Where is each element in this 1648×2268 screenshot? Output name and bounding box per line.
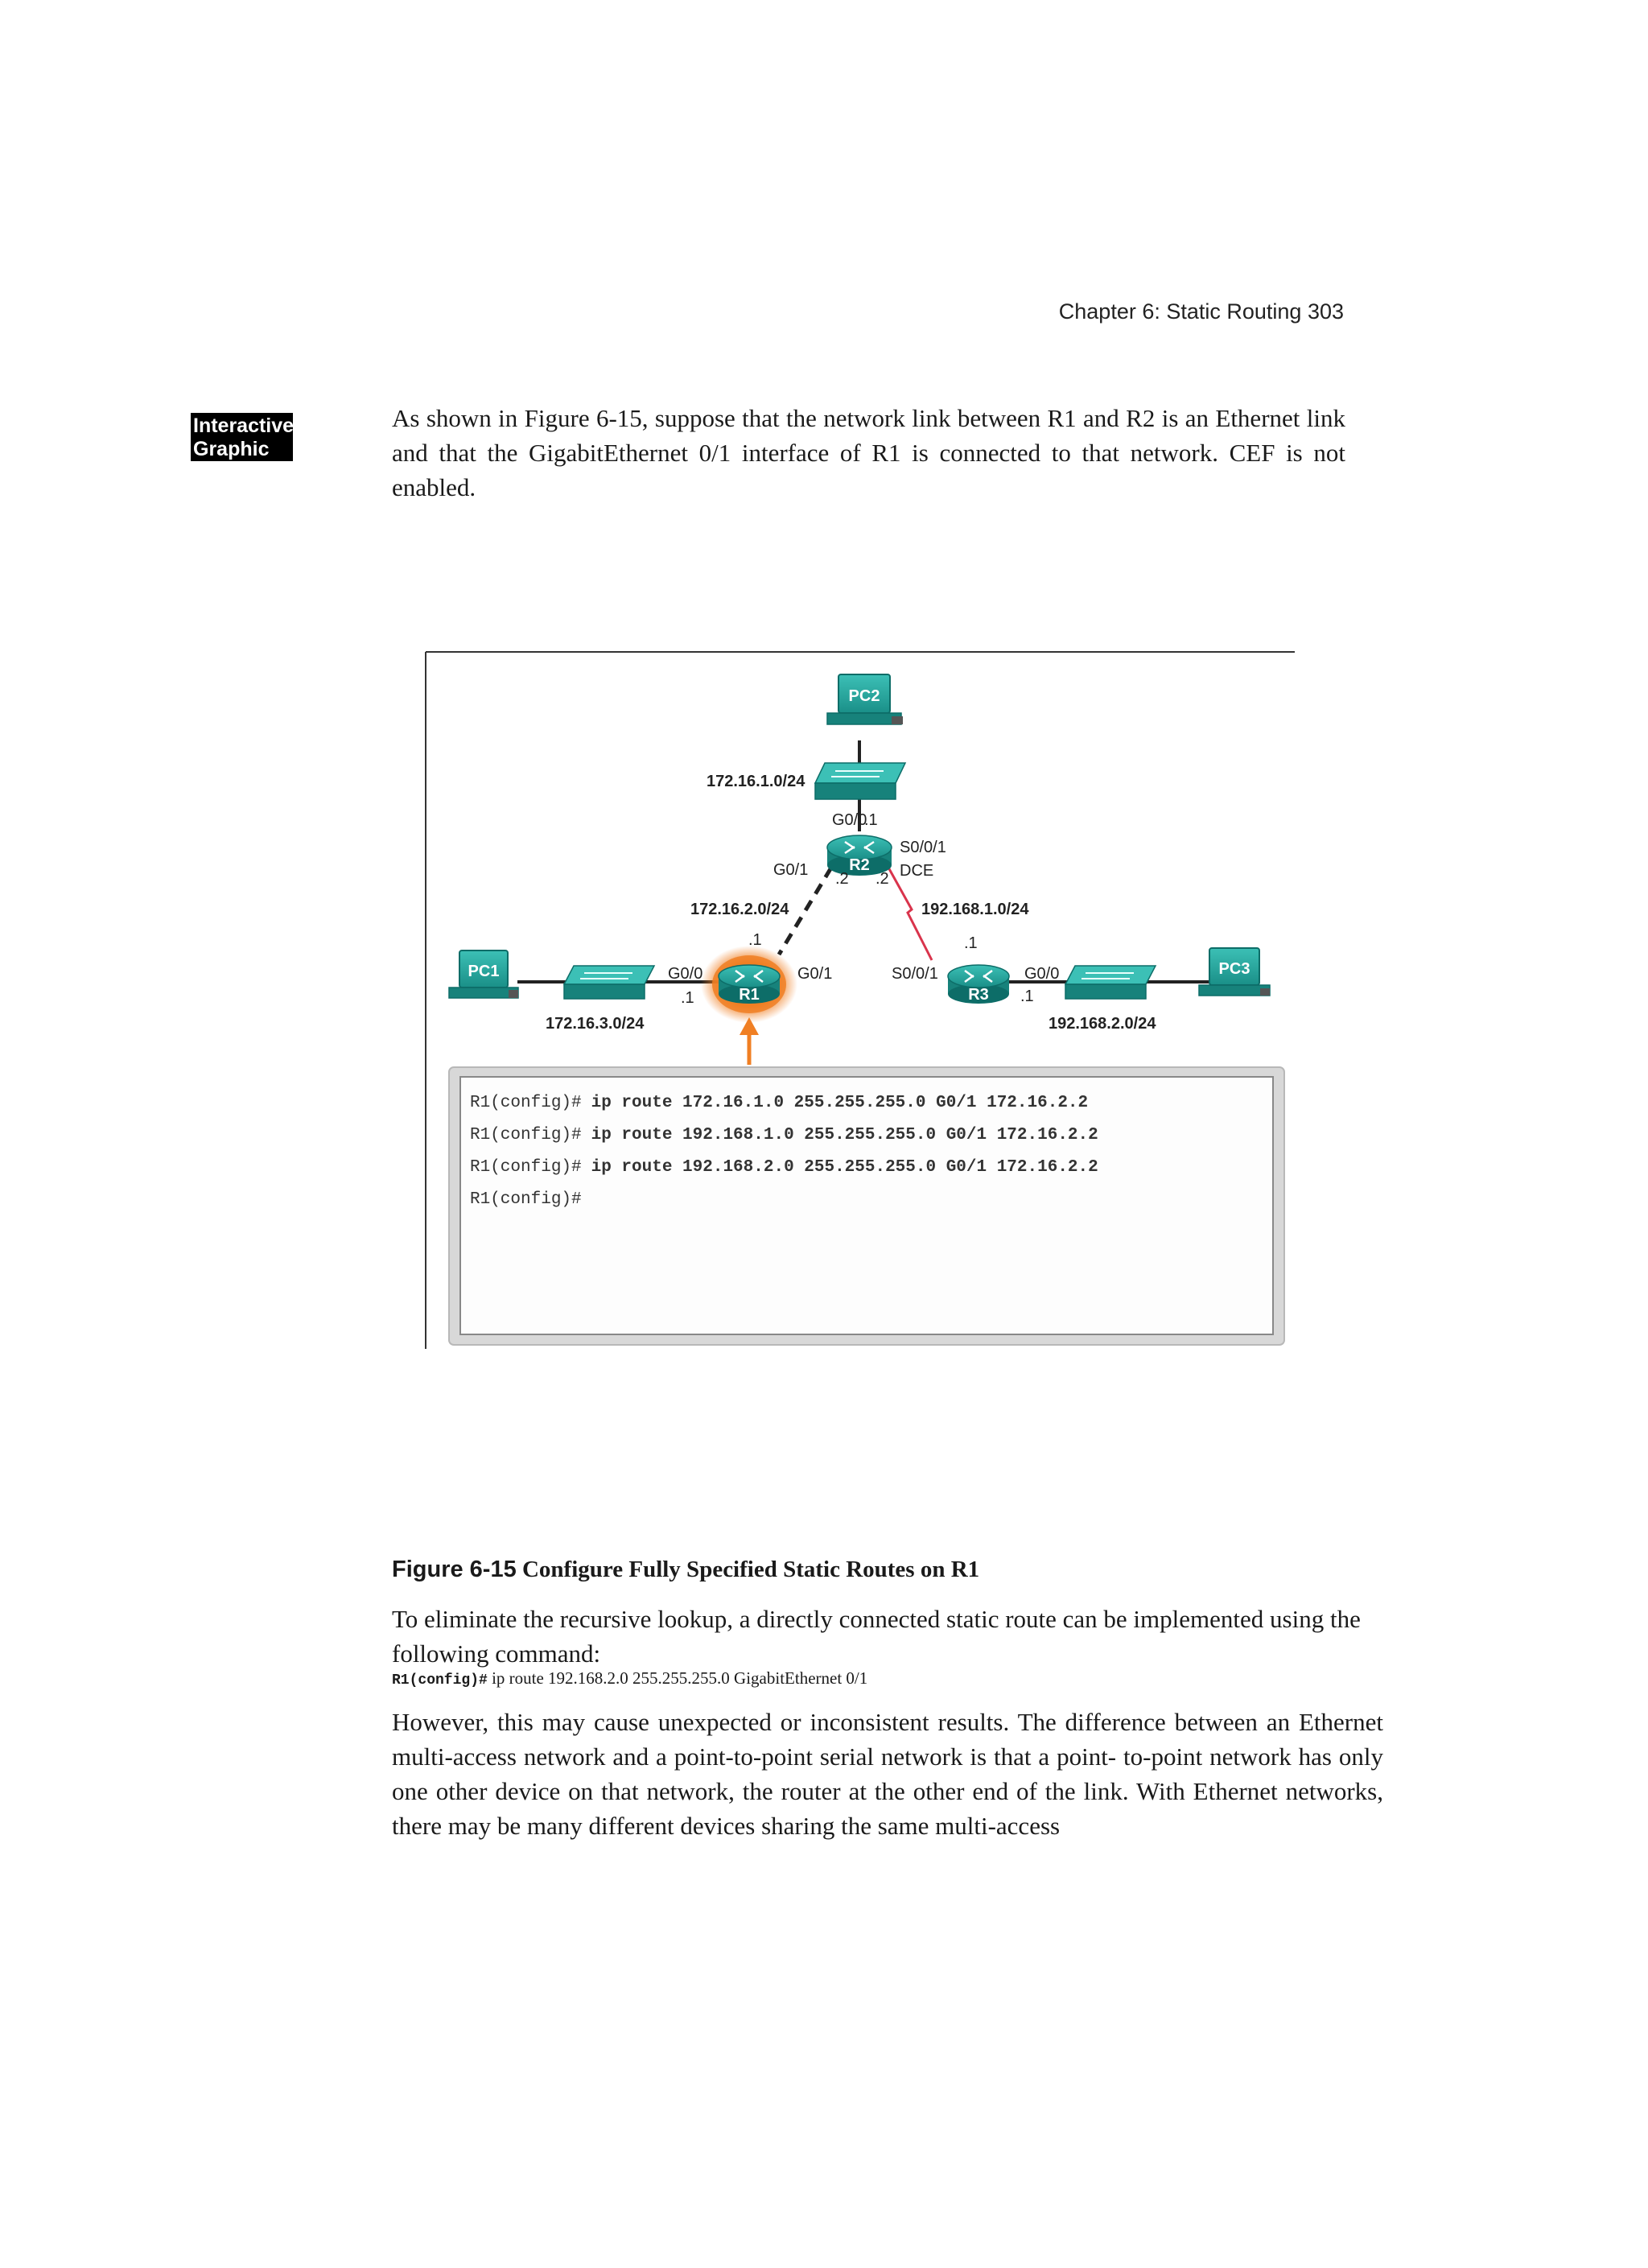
pc3-label: PC3	[1218, 960, 1250, 978]
interactive-graphic-badge[interactable]	[191, 413, 293, 461]
running-head: Chapter 6: Static Routing 303	[1058, 299, 1344, 324]
switch-pc1-icon	[564, 966, 654, 999]
r2-s001-ip-label: .2	[876, 870, 889, 888]
r2-g01-ip-label: .2	[835, 870, 849, 888]
r2-label: R2	[849, 856, 870, 874]
r3-g00-ip-label: .1	[1020, 988, 1034, 1005]
figure-caption-title: Configure Fully Specified Static Routes on R1	[521, 1557, 980, 1582]
r2-s001-label: S0/0/1	[900, 839, 946, 856]
badge-line-1: Interactive	[193, 414, 295, 437]
switch-pc2-icon	[815, 763, 905, 799]
r1-label: R1	[739, 986, 760, 1004]
pc2-label: PC2	[848, 687, 880, 705]
network-label-r1-r2: 172.16.2.0/24	[690, 901, 789, 918]
command-example	[392, 1668, 867, 1689]
r1-g01-label: G0/1	[797, 965, 833, 983]
r2-g00-ip-label: .1	[864, 811, 878, 829]
r3-s001-ip-label: .1	[964, 934, 978, 952]
pc3-icon[interactable]	[1199, 948, 1270, 996]
pc1-icon[interactable]	[449, 950, 518, 998]
console-line-4: R1(config)#	[470, 1190, 582, 1209]
router-r3-icon[interactable]	[948, 965, 1009, 1004]
command-text: ip route 192.168.2.0 255.255.255.0 GigabitEthernet 0/1	[492, 1668, 868, 1688]
r3-g00-label: G0/0	[1024, 965, 1060, 983]
network-topology-figure[interactable]	[425, 650, 1296, 1350]
network-label-pc1: 172.16.3.0/24	[546, 1015, 645, 1033]
r3-label: R3	[968, 986, 989, 1004]
command-prompt: R1(config)#	[392, 1672, 488, 1689]
r2-dce-label: DCE	[900, 862, 934, 880]
network-label-pc3: 192.168.2.0/24	[1049, 1015, 1156, 1033]
r1-g01-ip-label: .1	[748, 931, 762, 949]
figure-caption-label: Figure 6-15	[392, 1557, 517, 1582]
console-line-2: R1(config)# ip route 192.168.1.0 255.255.255.0 G0/1 172.16.2.2	[470, 1126, 1098, 1144]
r3-s001-label: S0/0/1	[892, 965, 938, 983]
r2-g00-label: G0/0	[832, 811, 867, 829]
figure-caption	[392, 1557, 1438, 1583]
console-window[interactable]	[449, 1067, 1284, 1345]
r1-g00-ip-label: .1	[681, 989, 694, 1007]
r1-highlight-arrow	[740, 1017, 759, 1065]
r2-g01-label: G0/1	[773, 861, 809, 879]
r1-g00-label: G0/0	[668, 965, 703, 983]
switch-pc3-icon	[1065, 966, 1156, 999]
paragraph-ethernet-difference: However, this may cause unexpected or inconsistent results. The difference between an Ethernet multi-access network and a point-to-point serial network is that a point- to-point network has only one other device on that network, the router at the other end of the link. With Ethernet networks, there may be many different devices sharing the same multi-access	[392, 1708, 1383, 1840]
intro-paragraph: As shown in Figure 6-15, suppose that the network link between R1 and R2 is an Ethernet link and that the GigabitEthernet 0/1 interface of R1 is connected to that network. CEF is not enabled.	[392, 404, 1345, 501]
badge-line-2: Graphic	[193, 438, 270, 460]
pc2-icon[interactable]	[827, 674, 903, 724]
console-line-3: R1(config)# ip route 192.168.2.0 255.255.255.0 G0/1 172.16.2.2	[470, 1158, 1098, 1177]
router-r1-icon[interactable]	[701, 946, 797, 1023]
network-label-r2-r3: 192.168.1.0/24	[921, 901, 1029, 918]
console-line-1: R1(config)# ip route 172.16.1.0 255.255.255.0 G0/1 172.16.2.2	[470, 1094, 1089, 1112]
paragraph-recursive-lookup: To eliminate the recursive lookup, a directly connected static route can be implemented using the following command:	[392, 1605, 1361, 1668]
pc1-label: PC1	[468, 963, 500, 980]
network-label-pc2: 172.16.1.0/24	[707, 773, 805, 790]
